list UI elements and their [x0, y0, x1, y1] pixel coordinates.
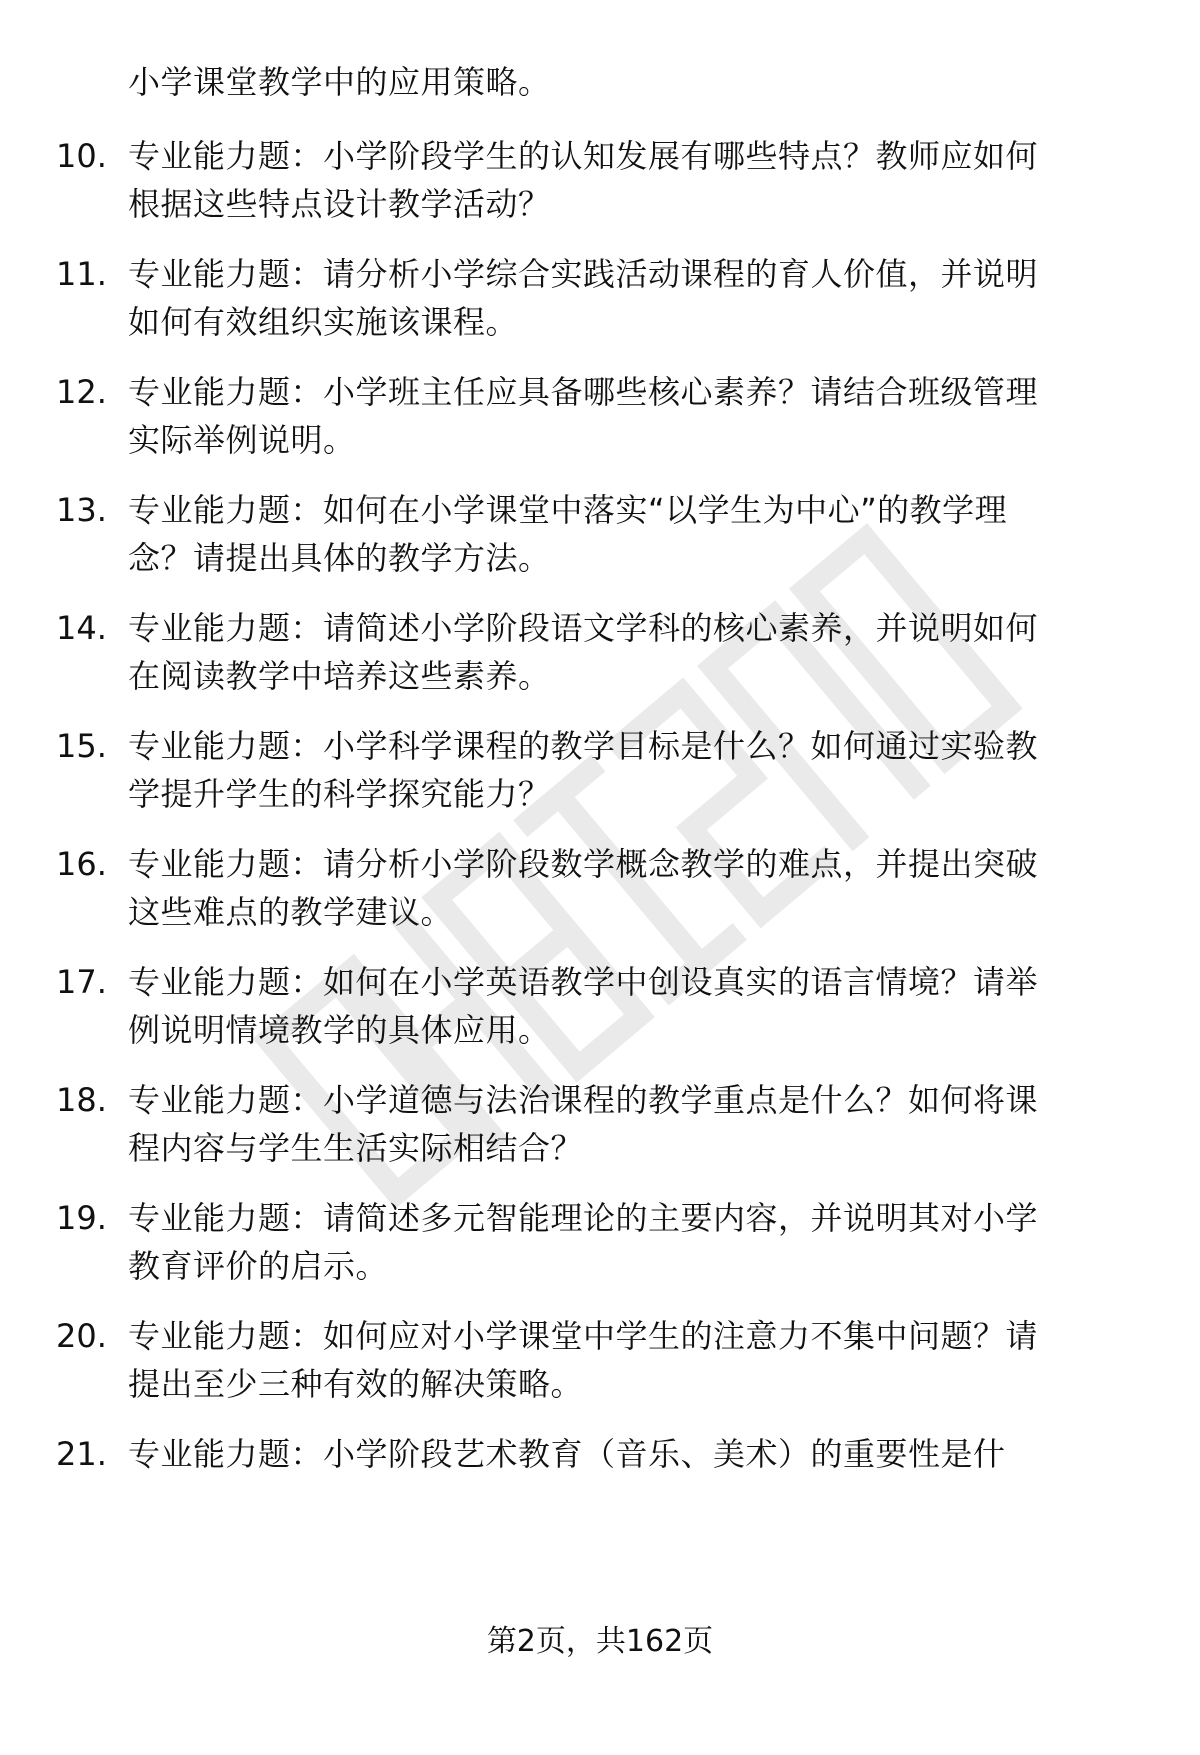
- item-text-line1: 专业能力题：小学阶段艺术教育（音乐、美术）的重要性是什: [128, 1435, 1006, 1473]
- list-item: [0, 722, 1200, 818]
- item-text-line1: 专业能力题：小学阶段学生的认知发展有哪些特点？教师应如何: [128, 137, 1039, 175]
- list-item: [0, 368, 1200, 464]
- item-text-line2: 如何有效组织实施该课程。: [128, 303, 519, 341]
- item-text-line1: 专业能力题：小学科学课程的教学目标是什么？如何通过实验教: [128, 727, 1039, 765]
- list-item: [0, 486, 1200, 582]
- list-item: [0, 958, 1200, 1054]
- list-item: [0, 250, 1200, 346]
- list-item: [0, 1194, 1200, 1290]
- list-item: [0, 1312, 1200, 1408]
- item-text-line1: 专业能力题：小学道德与法治课程的教学重点是什么？如何将课: [128, 1081, 1039, 1119]
- item-text-line1: 专业能力题：小学班主任应具备哪些核心素养？请结合班级管理: [128, 373, 1039, 411]
- item-text-line1: 专业能力题：如何应对小学课堂中学生的注意力不集中问题？请: [128, 1317, 1039, 1355]
- item-text-line1: 专业能力题：请简述小学阶段语文学科的核心素养，并说明如何: [128, 609, 1039, 647]
- item-number: 10.: [56, 137, 107, 175]
- item-text-line1: 专业能力题：如何在小学英语教学中创设真实的语言情境？请举: [128, 963, 1039, 1001]
- list-item: [0, 840, 1200, 936]
- item-text-line2: 这些难点的教学建议。: [128, 893, 454, 931]
- item-number: 13.: [56, 491, 107, 529]
- item-number: 12.: [56, 373, 107, 411]
- item-number: 11.: [56, 255, 107, 293]
- item-text-line2: 根据这些特点设计教学活动？: [128, 185, 551, 223]
- list-item: [0, 1076, 1200, 1172]
- item-number: 18.: [56, 1081, 107, 1119]
- item-number: 21.: [56, 1435, 107, 1473]
- item-text-line2: 念？请提出具体的教学方法。: [128, 539, 551, 577]
- intro-line: 小学课堂教学中的应用策略。: [128, 63, 551, 101]
- item-text-line2: 程内容与学生生活实际相结合？: [128, 1129, 584, 1167]
- item-text-line2: 实际举例说明。: [128, 421, 356, 459]
- list-item: [0, 1430, 1200, 1526]
- page-number-footer: 第2页，共162页: [486, 1624, 714, 1659]
- item-text-line1: 专业能力题：请分析小学阶段数学概念教学的难点，并提出突破: [128, 845, 1039, 883]
- item-number: 14.: [56, 609, 107, 647]
- item-number: 16.: [56, 845, 107, 883]
- item-text-line2: 提出至少三种有效的解决策略。: [128, 1365, 584, 1403]
- item-text-line2: 例说明情境教学的具体应用。: [128, 1011, 551, 1049]
- item-text-line1: 专业能力题：请分析小学综合实践活动课程的育人价值，并说明: [128, 255, 1039, 293]
- item-number: 19.: [56, 1199, 107, 1237]
- list-item: [0, 132, 1200, 228]
- item-text-line2: 教育评价的启示。: [128, 1247, 389, 1285]
- item-text-line2: 学提升学生的科学探究能力？: [128, 775, 551, 813]
- item-number: 17.: [56, 963, 107, 1001]
- list-item: [0, 604, 1200, 700]
- item-text-line1: 专业能力题：如何在小学课堂中落实“以学生为中心”的教学理: [128, 491, 1008, 529]
- item-text-line2: 在阅读教学中培养这些素养。: [128, 657, 551, 695]
- item-number: 15.: [56, 727, 107, 765]
- item-number: 20.: [56, 1317, 107, 1355]
- item-text-line1: 专业能力题：请简述多元智能理论的主要内容，并说明其对小学: [128, 1199, 1039, 1237]
